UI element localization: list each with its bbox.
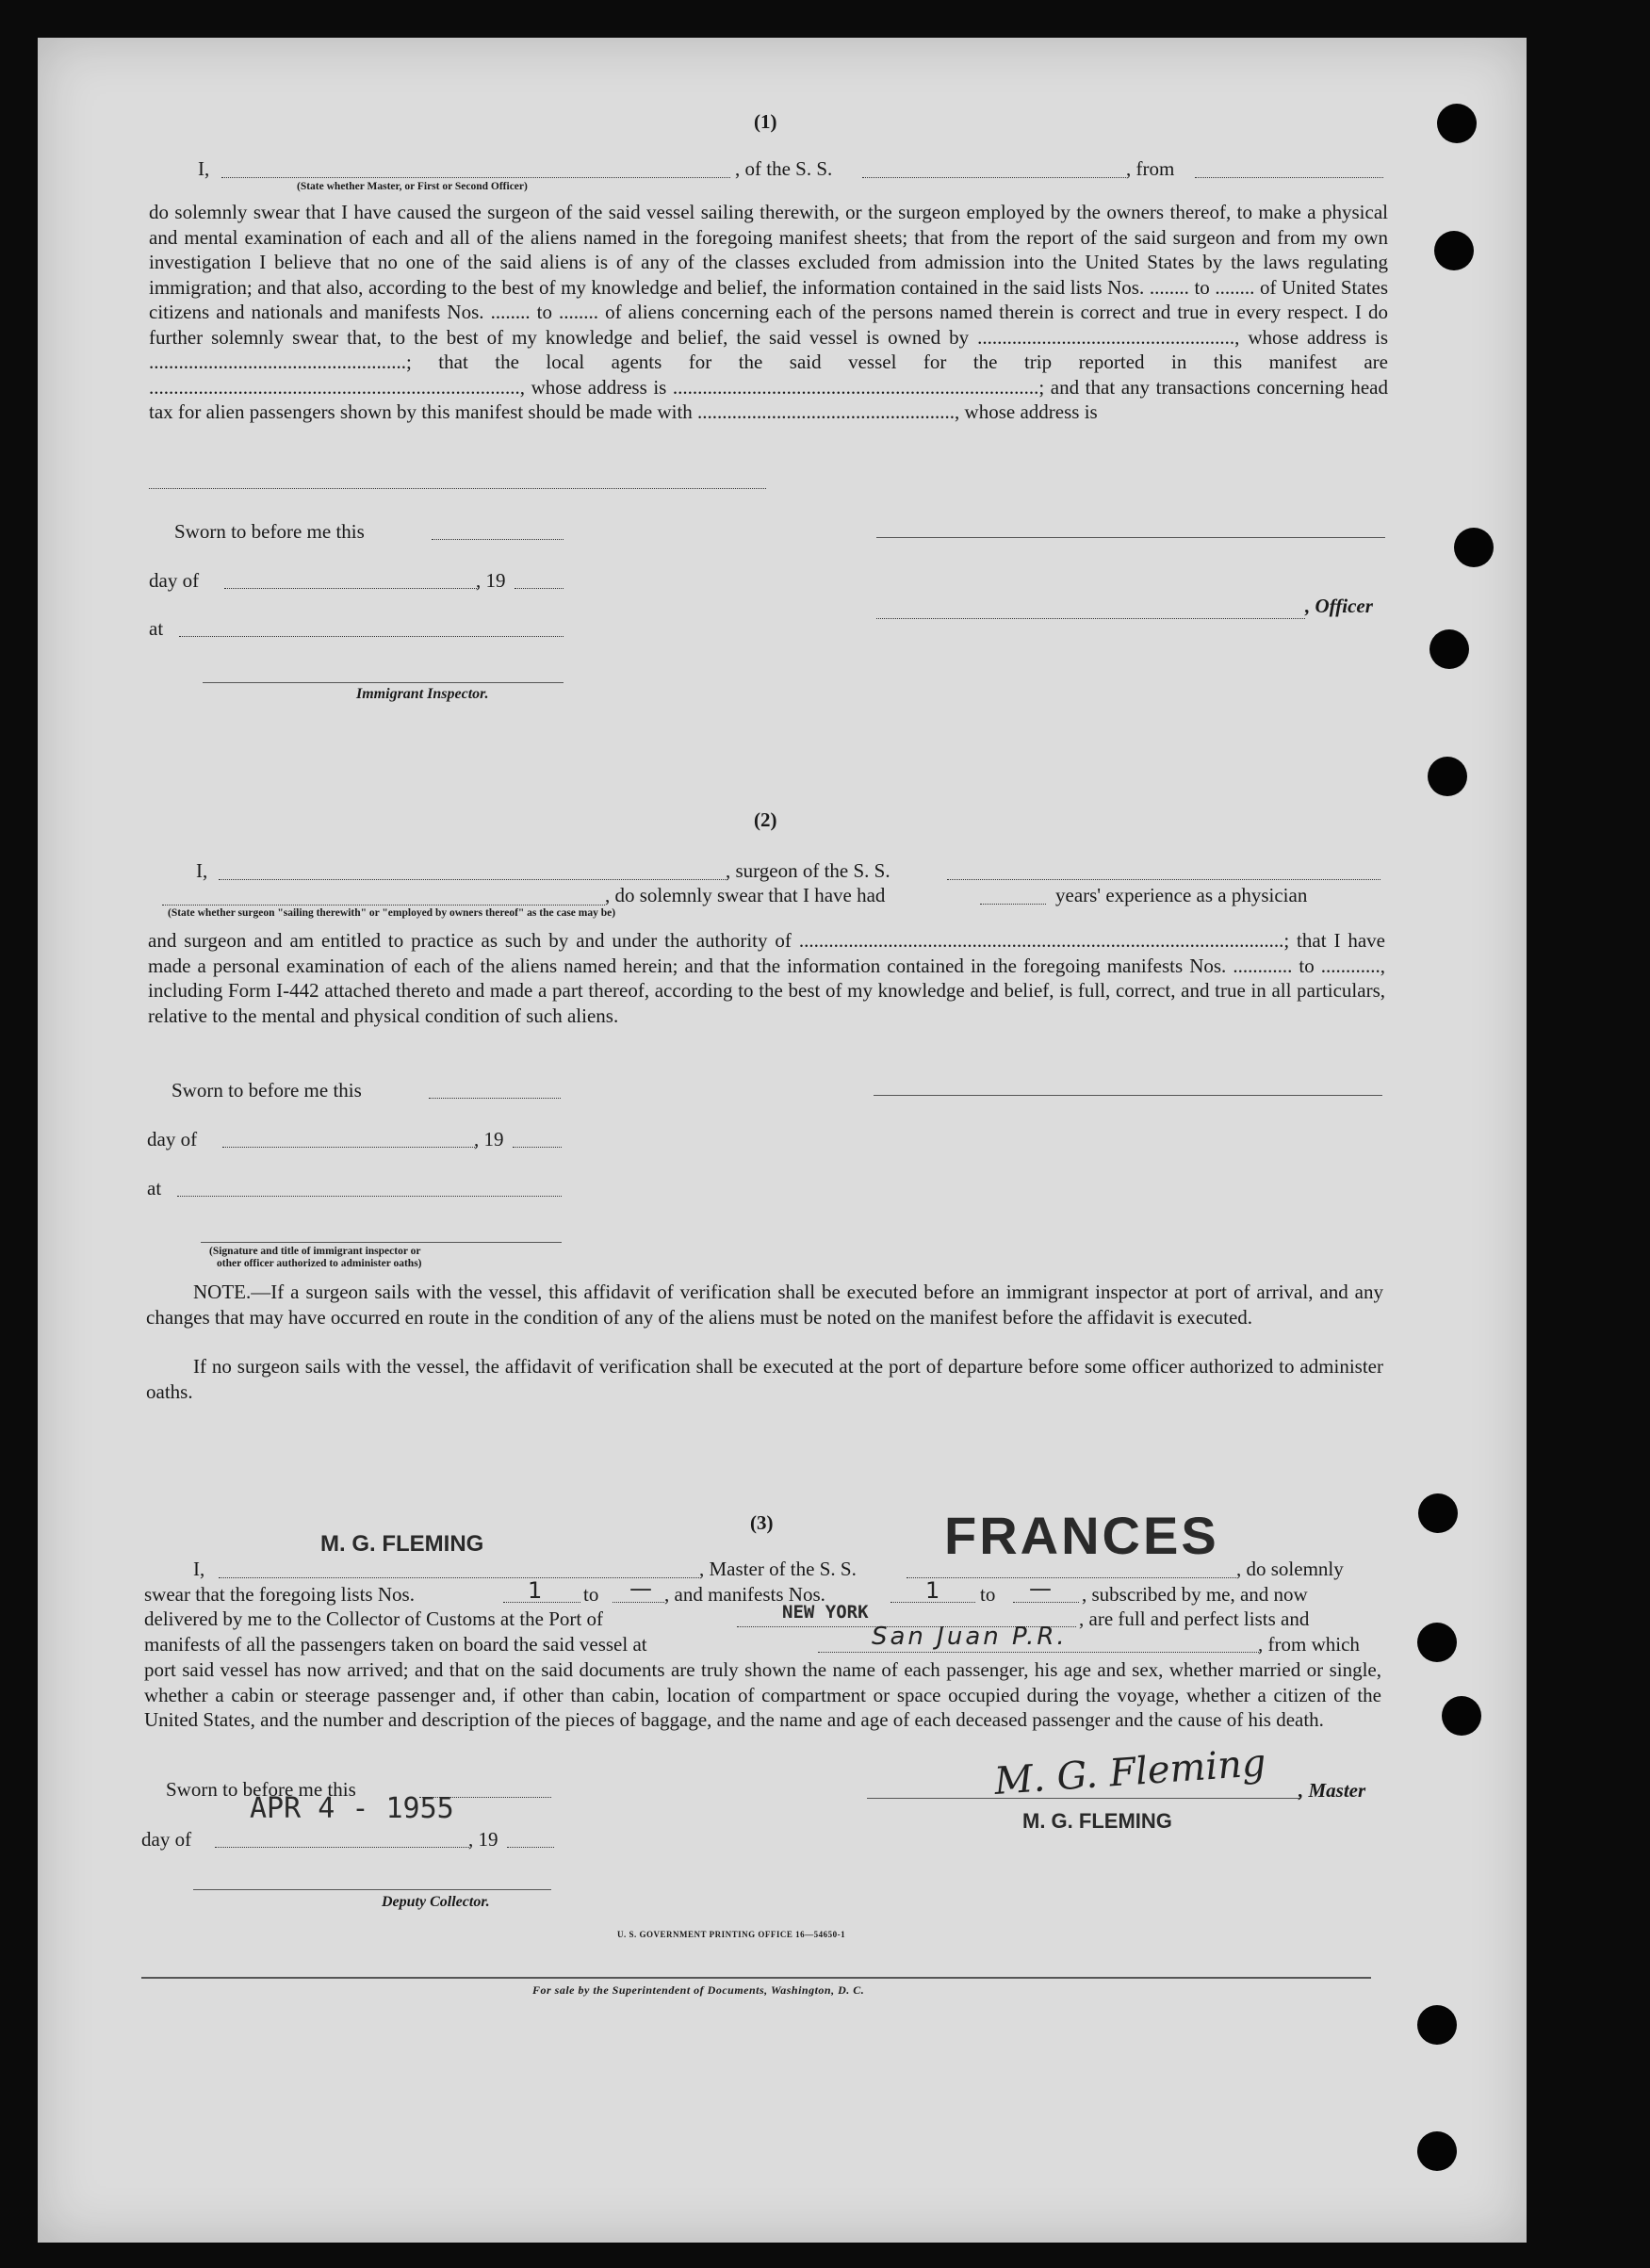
- s3-date-stamp: APR 4 - 1955: [250, 1792, 454, 1825]
- punch-hole: [1442, 1696, 1481, 1736]
- s1-day-line: [224, 588, 479, 589]
- s3-lists-to-line: [613, 1602, 664, 1603]
- s2-sig-note-1: (Signature and title of immigrant inspector or: [209, 1246, 421, 1257]
- s1-oath-body: do solemnly swear that I have caused the surgeon of the said vessel sailing therewith, or the surgeon employed by the owners thereof, to make a physical and mental examination of each and all of the aliens named in the foregoing manifest sheets; that from the report of the said surgeon and from my own investigation I believe that no one of the said aliens is of any of the classes excluded from admission into the United States by the laws regulating immigration; and that also, according to the best of my knowledge and belief, the information contained in the said lists Nos. ........ to ........ of United States citizens and nationals and manifests Nos. ........ to ........ of aliens concerning each of the persons named therein is correct and true in every respect. I do further solemnly swear that, to the best of my knowledge and belief, the said vessel is owned by ...................................................., whose address is ....................................................; that the local agents for the said vessel for the trip reported in this manifest are ..........................................................................., whose address is ..........................................................................; and that any transactions concerning head tax for alien passengers shown by this manifest should be made with ...................................................., whose address is: [149, 201, 1388, 423]
- s1-officer-line: [221, 177, 730, 178]
- s2-at: at: [147, 1177, 162, 1199]
- s3-master-sig-line: [867, 1798, 1300, 1799]
- s1-of-ss: , of the S. S.: [735, 157, 833, 180]
- s1-inspector-line: [203, 682, 564, 683]
- s3-manifests-to: to: [980, 1583, 996, 1606]
- s2-day-line: [222, 1147, 477, 1148]
- s1-sworn: Sworn to before me this: [174, 520, 365, 543]
- gpo-imprint: U. S. GOVERNMENT PRINTING OFFICE 16—54650-1: [617, 1930, 846, 1939]
- s3-manifests-to-value: —: [1029, 1575, 1052, 1602]
- s1-ship-line: [862, 177, 1126, 178]
- s3-day-of: day of: [141, 1828, 192, 1851]
- s1-officer-sig-line: [876, 537, 1385, 538]
- s2-oath-body: and surgeon and am entitled to practice as such by and under the authority of ..................................................................................................; that I have made a personal examination of each of the aliens named herein; and that the information contained in the foregoing manifests Nos. ............ to ............, including Form I-442 attached thereto and made a part thereof, according to the best of my knowledge and belief, is full, correct, and true in all particulars, relative to the mental and physical condition of such aliens.: [148, 929, 1385, 1027]
- punch-hole: [1437, 104, 1477, 143]
- s3-ship-name: FRANCES: [944, 1506, 1219, 1565]
- s3-deputy-line: [193, 1889, 551, 1890]
- s3-master-caption: , Master: [1299, 1779, 1366, 1802]
- s2-name-line: [219, 879, 727, 880]
- s3-deputy-caption: Deputy Collector.: [382, 1894, 490, 1910]
- punch-hole: [1417, 2131, 1457, 2171]
- s1-inspector-caption: Immigrant Inspector.: [356, 686, 489, 702]
- s1-sworn-line: [432, 539, 564, 540]
- s3-port: NEW YORK: [782, 1602, 869, 1623]
- s2-at-line: [177, 1196, 562, 1197]
- s2-sworn-line: [429, 1098, 561, 1099]
- section-1-number: (1): [754, 110, 777, 133]
- punch-hole: [1428, 757, 1467, 796]
- s3-solemnly: , do solemnly: [1236, 1558, 1344, 1580]
- s2-note-2: If no surgeon sails with the vessel, the affidavit of verification shall be executed at the port of departure before some officer authorized to administer oaths.: [146, 1355, 1383, 1403]
- s2-ship-line: [947, 879, 1380, 880]
- s1-year: , 19: [476, 569, 506, 592]
- s3-year: , 19: [468, 1828, 498, 1851]
- s1-officer-line2: [876, 618, 1305, 619]
- punch-hole: [1418, 1493, 1458, 1533]
- s3-manifests-text-2: manifests of all the passengers taken on board the said vessel at: [144, 1633, 647, 1656]
- s3-lists-to: to: [583, 1583, 599, 1606]
- s2-sig-line: [874, 1095, 1382, 1096]
- s2-note-1: NOTE.—If a surgeon sails with the vessel, this affidavit of verification shall be executed before an immigrant inspector at port of arrival, and any changes that may have occurred en route in the condition of any of the aliens must be noted on the manifest before the affidavit is executed.: [146, 1281, 1383, 1329]
- section-3-number: (3): [750, 1511, 774, 1534]
- s3-manifests-from: 1: [925, 1577, 940, 1604]
- s3-subscribed: , subscribed by me, and now: [1082, 1583, 1308, 1606]
- s3-prefix: I,: [193, 1558, 205, 1580]
- s3-year-line: [507, 1847, 554, 1848]
- s3-manifests-to-line: [1013, 1602, 1079, 1603]
- s3-lists-text: swear that the foregoing lists Nos.: [144, 1583, 415, 1606]
- s2-swear-text: , do solemnly swear that I have had: [605, 884, 886, 906]
- s1-body-endline: [149, 488, 766, 489]
- s3-signature: M. G. Fleming: [992, 1740, 1267, 1804]
- s2-years-text: years' experience as a physician: [1055, 884, 1308, 906]
- s1-day-of: day of: [149, 569, 200, 592]
- s1-officer-caption: , Officer: [1305, 595, 1373, 617]
- s3-master-typed: M. G. FLEMING: [320, 1531, 484, 1557]
- s2-year-line: [513, 1147, 562, 1148]
- footer-rule: [141, 1977, 1371, 1979]
- s3-perfect-lists: , are full and perfect lists and: [1079, 1607, 1310, 1630]
- s2-sig-note-2: other officer authorized to administer oaths): [217, 1258, 422, 1269]
- s1-at: at: [149, 617, 164, 640]
- s2-surgeon-of: , surgeon of the S. S.: [726, 859, 890, 882]
- s3-day-line: [215, 1847, 469, 1848]
- s3-master-of: , Master of the S. S.: [699, 1558, 857, 1580]
- s3-sworn: Sworn to before me this: [166, 1778, 356, 1801]
- punch-hole: [1417, 1623, 1457, 1662]
- s3-boarding-port: San Juan P.R.: [872, 1623, 1068, 1651]
- s3-ship-line: [907, 1577, 1236, 1578]
- s2-year: , 19: [474, 1128, 504, 1150]
- punch-hole: [1454, 528, 1494, 567]
- s3-oath-body: port said vessel has now arrived; and that on the said documents are truly shown the name of each passenger, his age and sex, whether married or single, whether a cabin or steerage passenger and, if other than cabin, location of compartment or space occupied during the voyage, whether a citizen of the United States, and the number and description of the pieces of baggage, and the name and age of each deceased passenger and the cause of his death.: [144, 1658, 1381, 1731]
- punch-hole: [1417, 2005, 1457, 2045]
- section-2-number: (2): [754, 808, 777, 831]
- s3-delivered-text: delivered by me to the Collector of Customs at the Port of: [144, 1607, 603, 1630]
- s3-lists-to-value: —: [629, 1575, 652, 1602]
- s1-at-line: [179, 636, 564, 637]
- s2-inspector-line: [201, 1242, 562, 1243]
- s2-sworn: Sworn to before me this: [172, 1079, 362, 1101]
- s1-prefix: I,: [198, 157, 210, 180]
- s2-status-line: [162, 905, 605, 906]
- sale-notice: For sale by the Superintendent of Documents, Washington, D. C.: [532, 1983, 865, 1997]
- punch-hole: [1429, 629, 1469, 669]
- s3-boarding-line: [818, 1652, 1261, 1653]
- s2-years-line: [980, 904, 1046, 905]
- s2-prefix: I,: [196, 859, 208, 882]
- s1-year-line: [515, 588, 564, 589]
- s1-from: , from: [1126, 157, 1175, 180]
- punch-hole: [1434, 231, 1474, 270]
- s2-surgeon-note: (State whether surgeon "sailing therewith" or "employed by owners thereof" as the case may be): [168, 907, 616, 919]
- s2-day-of: day of: [147, 1128, 198, 1150]
- s3-lists-from: 1: [528, 1577, 543, 1604]
- s3-master-line: [219, 1577, 699, 1578]
- s3-from-which: , from which: [1258, 1633, 1360, 1656]
- s3-manifests-text: , and manifests Nos.: [664, 1583, 825, 1606]
- s1-from-line: [1195, 177, 1383, 178]
- s3-master-stamp: M. G. FLEMING: [1022, 1809, 1172, 1833]
- s1-officer-note: (State whether Master, or First or Second Officer): [297, 181, 528, 192]
